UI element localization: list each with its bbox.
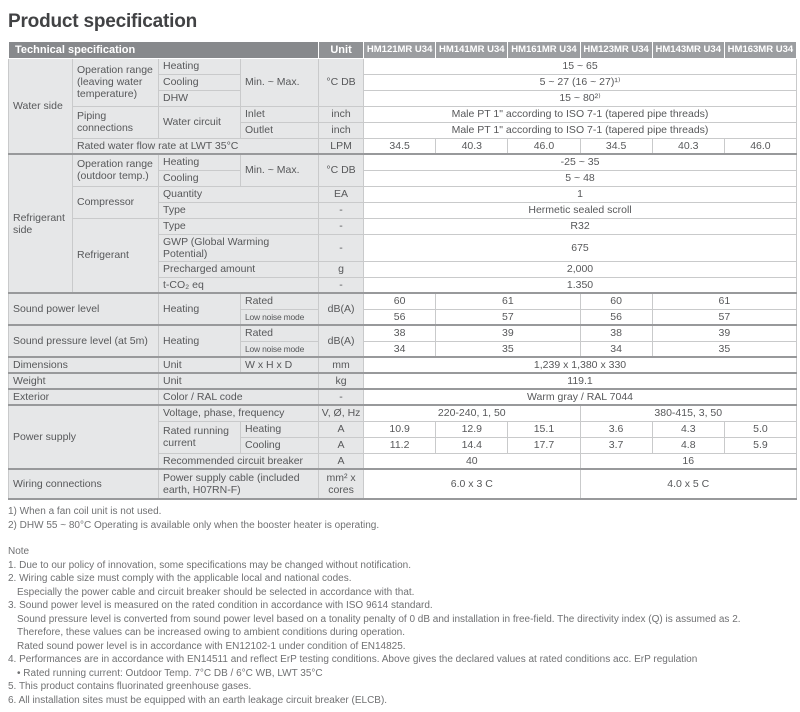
section-exterior — [9, 389, 797, 405]
spec-row — [9, 325, 797, 341]
note-line: Rated sound power level is in accordance with EN12102-1 under condition of EN14825. — [17, 640, 406, 652]
value-cell: 4.8 — [652, 437, 724, 453]
label-cell: Recommended circuit breaker — [159, 453, 319, 469]
section-dimensions — [9, 357, 797, 373]
footnote-line: 1) When a fan coil unit is not used. — [8, 506, 162, 517]
spec-row — [9, 469, 797, 499]
unit-cell: A — [319, 421, 364, 437]
rowgroup-exterior: Exterior — [9, 389, 159, 405]
value-cell: 46.0 — [724, 138, 796, 154]
unit-cell: g — [319, 261, 364, 277]
label-cell: Heating — [241, 421, 319, 437]
note-line: Therefore, these values can be increased owing to ambient conditions during operation. — [17, 627, 406, 638]
page-title: Product specification — [8, 11, 198, 32]
note-line: Especially the power cable and circuit breaker should be selected in accordance with that. — [17, 586, 415, 598]
value-cell: 3.7 — [580, 437, 652, 453]
spec-table — [8, 42, 797, 500]
rowgroup-wiring-connections: Wiring connections — [9, 469, 159, 499]
unit-cell: - — [319, 277, 364, 293]
value-cell: 380-415, 3, 50 — [580, 405, 796, 421]
value-cell: 119.1 — [364, 373, 797, 389]
rowgroup-refrigerant-side: Refrigerant side — [9, 154, 73, 293]
value-cell: Warm gray / RAL 7044 — [364, 389, 797, 405]
section-water-side — [9, 58, 797, 154]
rowgroup-weight: Weight — [9, 373, 159, 389]
spec-row — [9, 106, 797, 122]
label-cell: Color / RAL code — [159, 389, 319, 405]
unit-cell: °C DB — [319, 154, 364, 186]
footnote-line: 2) DHW 55 ~ 80°C Operating is available only when the booster heater is operating. — [8, 519, 380, 531]
unit-cell: - — [319, 218, 364, 234]
value-cell: Hermetic sealed scroll — [364, 202, 797, 218]
rowgroup-dimensions: Dimensions — [9, 357, 159, 373]
value-cell: 46.0 — [508, 138, 580, 154]
label-cell: GWP (Global Warming Potential) — [159, 234, 319, 261]
section-power-supply — [9, 405, 797, 469]
spec-table-header — [9, 42, 797, 58]
label-cell: Low noise mode — [241, 309, 319, 325]
label-cell: Water circuit — [159, 106, 241, 138]
spec-row — [9, 373, 797, 389]
col-header-model: HM141MR U34 — [436, 42, 508, 58]
value-cell: 39 — [652, 325, 796, 341]
note-line: Sound pressure level is converted from sound power level based on a tonality penalty of 0 dB and installation in free-field. The directivity index (Q) is assumed as 2. — [17, 613, 741, 625]
label-cell: Rated — [241, 293, 319, 309]
note-line: 5. This product contains fluorinated greenhouse gases. — [8, 681, 252, 692]
value-cell: 39 — [436, 325, 580, 341]
value-cell: 3.6 — [580, 421, 652, 437]
col-header-model: HM161MR U34 — [508, 42, 580, 58]
value-cell: 40.3 — [652, 138, 724, 154]
value-cell: 15 ~ 80²⁾ — [364, 90, 797, 106]
unit-cell: kg — [319, 373, 364, 389]
unit-cell: A — [319, 437, 364, 453]
label-cell: Cooling — [159, 74, 241, 90]
label-cell: Min. ~ Max. — [241, 154, 319, 186]
spec-row — [9, 389, 797, 405]
label-cell: Compressor — [73, 186, 159, 218]
label-cell: Heating — [159, 58, 241, 74]
section-wiring-connections — [9, 469, 797, 499]
value-cell: 11.2 — [364, 437, 436, 453]
value-cell: 35 — [652, 341, 796, 357]
value-cell: 16 — [580, 453, 796, 469]
label-cell: Heating — [159, 293, 241, 325]
note-line: 4. Performances are in accordance with EN14511 and reflect ErP testing conditions. Above gives the declared values at rated conditions acc. ErP regulation — [8, 654, 698, 665]
value-cell: 5.0 — [724, 421, 796, 437]
spec-row — [9, 58, 797, 74]
spec-row — [9, 293, 797, 309]
label-cell: Type — [159, 202, 319, 218]
label-cell: Low noise mode — [241, 341, 319, 357]
spec-row — [9, 405, 797, 421]
unit-cell: dB(A) — [319, 325, 364, 357]
note-line: 6. All installation sites must be equipped with an earth leakage circuit breaker (ELCB). — [8, 694, 388, 706]
unit-cell: EA — [319, 186, 364, 202]
label-cell: Cooling — [241, 437, 319, 453]
value-cell: 1,239 x 1,380 x 330 — [364, 357, 797, 373]
value-cell: 57 — [436, 309, 580, 325]
note-lines — [8, 559, 800, 708]
label-cell: Rated running current — [159, 421, 241, 453]
unit-cell: dB(A) — [319, 293, 364, 325]
value-cell: 2,000 — [364, 261, 797, 277]
unit-cell: mm² x cores — [319, 469, 364, 499]
note-line: 2. Wiring cable size must comply with the applicable local and national codes. — [8, 573, 352, 584]
table-header-unit: Unit — [319, 42, 364, 58]
superscript-notes — [8, 505, 800, 532]
section-sound-pressure-level — [9, 325, 797, 357]
value-cell: 10.9 — [364, 421, 436, 437]
value-cell: R32 — [364, 218, 797, 234]
label-cell: Unit — [159, 357, 241, 373]
value-cell: 34.5 — [364, 138, 436, 154]
value-cell: 5.9 — [724, 437, 796, 453]
label-cell: Heating — [159, 325, 241, 357]
unit-cell: - — [319, 234, 364, 261]
label-cell: Operation range (leaving water temperature) — [73, 58, 159, 106]
value-cell: 6.0 x 3 C — [364, 469, 580, 499]
label-cell: Rated water flow rate at LWT 35°C — [73, 138, 319, 154]
value-cell: 38 — [580, 325, 652, 341]
value-cell: 40.3 — [436, 138, 508, 154]
note-heading: Note — [8, 546, 30, 557]
spec-row — [9, 218, 797, 234]
label-cell: Type — [159, 218, 319, 234]
value-cell: 1 — [364, 186, 797, 202]
unit-cell: LPM — [319, 138, 364, 154]
value-cell: Male PT 1" according to ISO 7-1 (tapered pipe threads) — [364, 106, 797, 122]
value-cell: 5 ~ 48 — [364, 170, 797, 186]
label-cell: Quantity — [159, 186, 319, 202]
label-cell: Min. ~ Max. — [241, 58, 319, 106]
value-cell: 35 — [436, 341, 580, 357]
label-cell: Unit — [159, 373, 319, 389]
spec-row — [9, 138, 797, 154]
value-cell: 12.9 — [436, 421, 508, 437]
rowgroup-power-supply: Power supply — [9, 405, 159, 469]
value-cell: 60 — [580, 293, 652, 309]
label-cell: Refrigerant — [73, 218, 159, 293]
label-cell: Voltage, phase, frequency — [159, 405, 319, 421]
note-line: • Rated running current: Outdoor Temp. 7°C DB / 6°C WB, LWT 35°C — [17, 667, 323, 679]
unit-cell: A — [319, 453, 364, 469]
header-row — [9, 42, 797, 58]
note-line: 1. Due to our policy of innovation, some specifications may be changed without notification. — [8, 559, 412, 571]
unit-cell: inch — [319, 106, 364, 122]
col-header-model: HM143MR U34 — [652, 42, 724, 58]
section-weight — [9, 373, 797, 389]
label-cell: Power supply cable (included earth, H07RN-F) — [159, 469, 319, 499]
value-cell: 17.7 — [508, 437, 580, 453]
unit-cell: °C DB — [319, 58, 364, 106]
table-header-left: Technical specification — [9, 42, 319, 58]
unit-cell: mm — [319, 357, 364, 373]
value-cell: 14.4 — [436, 437, 508, 453]
rowgroup-sound-pressure: Sound pressure level (at 5m) — [9, 325, 159, 357]
spec-row — [9, 357, 797, 373]
label-cell: Rated — [241, 325, 319, 341]
value-cell: 38 — [364, 325, 436, 341]
value-cell: 34 — [364, 341, 436, 357]
value-cell: 5 ~ 27 (16 ~ 27)¹⁾ — [364, 74, 797, 90]
section-sound-power-level — [9, 293, 797, 325]
spec-row — [9, 186, 797, 202]
value-cell: 4.3 — [652, 421, 724, 437]
col-header-model: HM123MR U34 — [580, 42, 652, 58]
unit-cell: - — [319, 202, 364, 218]
value-cell: 15 ~ 65 — [364, 58, 797, 74]
label-cell: Piping connections — [73, 106, 159, 138]
value-cell: 57 — [652, 309, 796, 325]
footnote-gap — [8, 532, 800, 545]
value-cell: 4.0 x 5 C — [580, 469, 796, 499]
label-cell: Inlet — [241, 106, 319, 122]
label-cell: Operation range (outdoor temp.) — [73, 154, 159, 186]
value-cell: 56 — [580, 309, 652, 325]
label-cell: Outlet — [241, 122, 319, 138]
value-cell: 220-240, 1, 50 — [364, 405, 580, 421]
value-cell: 15.1 — [508, 421, 580, 437]
label-cell: W x H x D — [241, 357, 319, 373]
value-cell: 1.350 — [364, 277, 797, 293]
value-cell: 60 — [364, 293, 436, 309]
value-cell: 34.5 — [580, 138, 652, 154]
unit-cell: inch — [319, 122, 364, 138]
value-cell: 40 — [364, 453, 580, 469]
footnotes — [8, 505, 800, 707]
value-cell: 56 — [364, 309, 436, 325]
unit-cell: V, Ø, Hz — [319, 405, 364, 421]
unit-cell: - — [319, 389, 364, 405]
value-cell: 61 — [436, 293, 580, 309]
label-cell: Heating — [159, 154, 241, 170]
rowgroup-water-side: Water side — [9, 58, 73, 154]
value-cell: 61 — [652, 293, 796, 309]
value-cell: -25 ~ 35 — [364, 154, 797, 170]
col-header-model: HM121MR U34 — [364, 42, 436, 58]
label-cell: Cooling — [159, 170, 241, 186]
value-cell: 34 — [580, 341, 652, 357]
note-line: 3. Sound power level is measured on the rated condition in accordance with ISO 9614 standard. — [8, 600, 433, 611]
label-cell: t-CO₂ eq — [159, 277, 319, 293]
spec-row — [9, 154, 797, 170]
col-header-model: HM163MR U34 — [724, 42, 796, 58]
value-cell: Male PT 1" according to ISO 7-1 (tapered pipe threads) — [364, 122, 797, 138]
label-cell: DHW — [159, 90, 241, 106]
section-refrigerant-side — [9, 154, 797, 293]
label-cell: Precharged amount — [159, 261, 319, 277]
rowgroup-sound-power: Sound power level — [9, 293, 159, 325]
value-cell: 675 — [364, 234, 797, 261]
